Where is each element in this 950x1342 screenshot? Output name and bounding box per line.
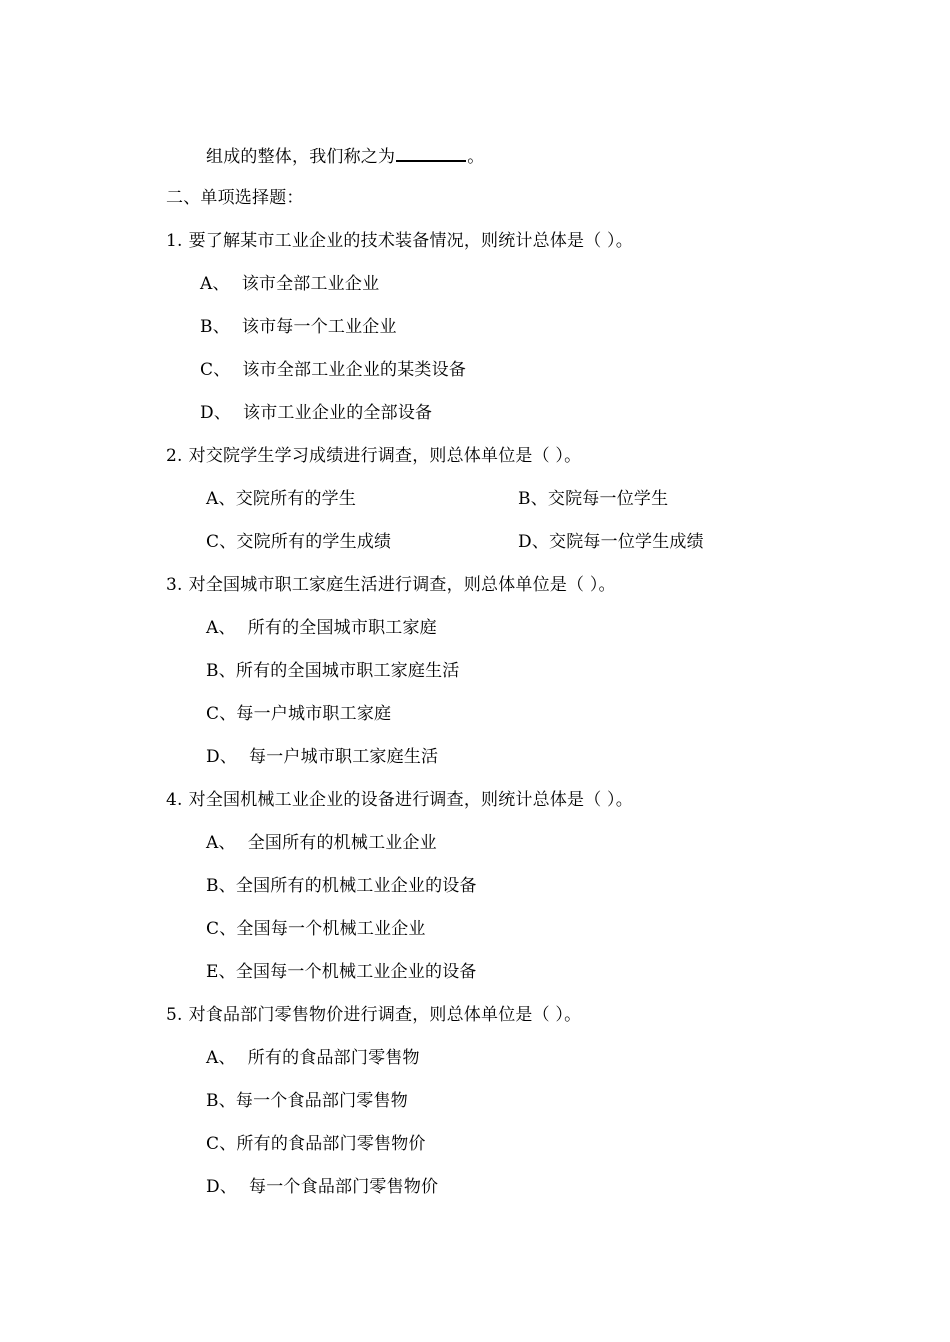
option-text: 每一户城市职工家庭 [236,704,392,724]
option-item[interactable] [206,1176,438,1198]
option-text: 全国所有的机械工业企业 [247,833,437,853]
option-item[interactable] [206,617,437,639]
intro-end: 。 [467,147,485,167]
question-number: 4. [166,790,183,810]
option-text: 该市工业企业的全部设备 [243,403,433,423]
question-number: 1. [166,231,183,251]
option-item[interactable] [518,531,704,553]
section-title: 二、单项选择题： [166,188,304,208]
option-letter: B、 [518,489,548,509]
option-item[interactable] [518,488,668,510]
option-text: 全国所有的机械工业企业的设备 [235,876,477,896]
option-text: 所有的全国城市职工家庭生活 [235,661,460,681]
option-text: 该市每一个工业企业 [241,317,397,337]
option-item[interactable] [206,961,477,983]
option-letter: B、 [200,317,230,337]
option-item[interactable] [206,875,477,897]
question-stem [166,574,616,596]
option-text: 该市全部工业企业 [241,274,380,294]
option-item[interactable] [206,488,356,510]
option-letter: B、 [206,661,236,681]
option-letter: C、 [206,919,237,939]
option-item[interactable] [206,531,391,553]
option-item[interactable] [206,832,437,854]
question-text: 对全国机械工业企业的设备进行调查，则统计总体是（ ）。 [188,790,633,810]
option-letter: B、 [206,1091,236,1111]
option-letter: C、 [206,532,237,552]
option-text: 该市全部工业企业的某类设备 [242,360,467,380]
option-item[interactable] [200,273,379,295]
option-item[interactable] [206,660,460,682]
option-item[interactable] [206,1047,420,1069]
question-stem [166,230,633,252]
option-item[interactable] [206,746,438,768]
intro-text: 组成的整体，我们称之为 [206,147,396,167]
option-text: 交院所有的学生成绩 [236,532,392,552]
option-text: 全国每一个机械工业企业的设备 [235,962,477,982]
option-item[interactable] [206,1133,426,1155]
option-letter: C、 [200,360,231,380]
question-number: 5. [166,1005,183,1025]
option-text: 每一户城市职工家庭生活 [249,747,439,767]
option-letter: A、 [206,1048,236,1068]
option-text: 所有的食品部门零售物价 [236,1134,426,1154]
question-text: 对交院学生学习成绩进行调查，则总体单位是（ ）。 [188,446,582,466]
option-item[interactable] [200,402,432,424]
question-number: 3. [166,575,183,595]
option-item[interactable] [200,316,397,338]
option-text: 交院所有的学生 [235,489,357,509]
option-item[interactable] [206,1090,408,1112]
option-text: 所有的全国城市职工家庭 [247,618,437,638]
option-letter: E、 [206,962,236,982]
option-letter: D、 [206,1177,238,1197]
option-text: 每一个食品部门零售物 [235,1091,408,1111]
option-letter: A、 [206,833,236,853]
question-number: 2. [166,446,183,466]
option-text: 每一个食品部门零售物价 [249,1177,439,1197]
question-text: 对全国城市职工家庭生活进行调查，则总体单位是（ ）。 [188,575,616,595]
option-letter: C、 [206,1134,237,1154]
option-text: 交院每一位学生 [547,489,669,509]
answer-blank[interactable] [396,144,466,162]
question-stem [166,1004,581,1026]
intro-line [206,144,484,168]
question-text: 要了解某市工业企业的技术装备情况，则统计总体是（ ）。 [188,231,633,251]
option-letter: C、 [206,704,237,724]
option-text: 全国每一个机械工业企业 [236,919,426,939]
question-stem [166,445,581,467]
option-letter: D、 [200,403,232,423]
option-letter: D、 [518,532,550,552]
option-letter: A、 [206,618,236,638]
option-text: 交院每一位学生成绩 [549,532,704,552]
option-item[interactable] [200,359,466,381]
option-letter: A、 [200,274,230,294]
option-item[interactable] [206,918,426,940]
option-letter: B、 [206,876,236,896]
option-item[interactable] [206,703,391,725]
option-letter: A、 [206,489,236,509]
question-text: 对食品部门零售物价进行调查，则总体单位是（ ）。 [188,1005,582,1025]
option-letter: D、 [206,747,238,767]
question-stem [166,789,633,811]
option-text: 所有的食品部门零售物 [247,1048,420,1068]
